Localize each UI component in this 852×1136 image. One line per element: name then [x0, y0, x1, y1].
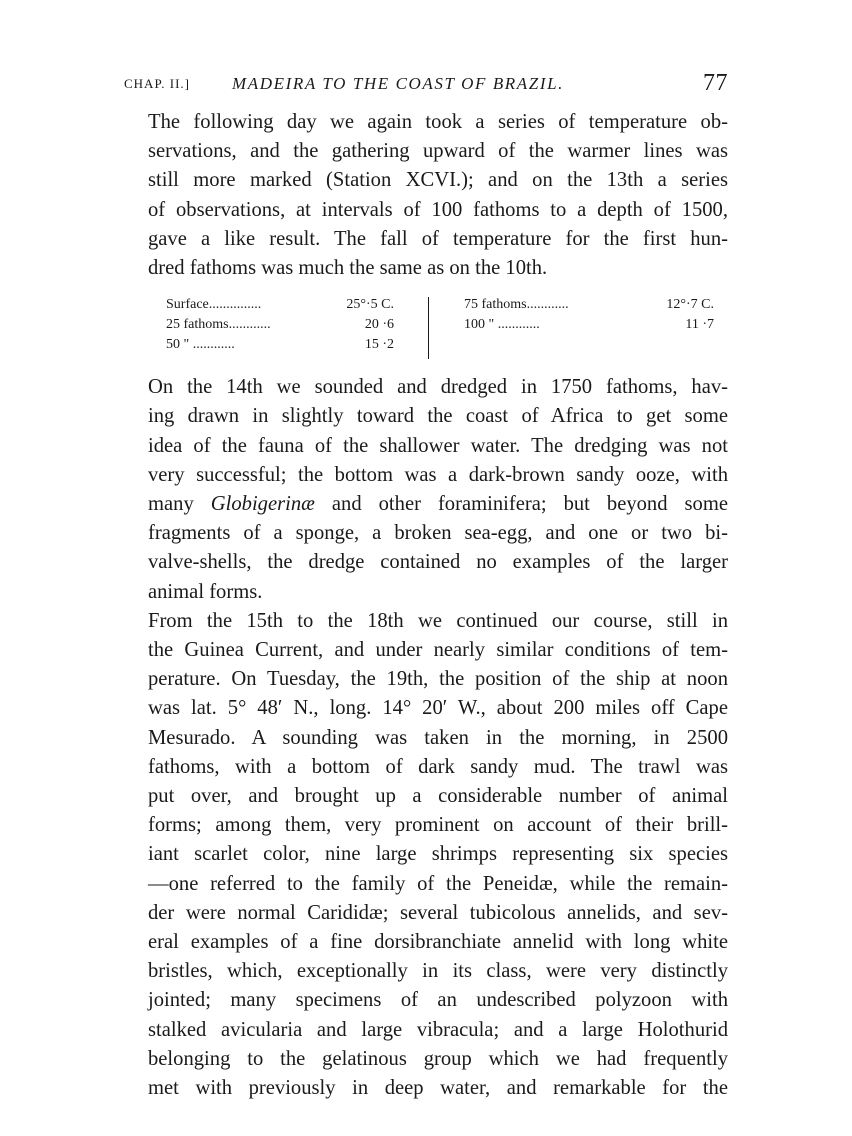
- paragraph-2: [124, 373, 728, 607]
- text-fragment: many: [148, 493, 211, 516]
- text-line: idea of the fauna of the shallower water. The dredging was not: [148, 434, 728, 457]
- temperature-value: 12°·7 C.: [666, 297, 714, 313]
- table-row: [166, 295, 394, 315]
- text-line: valve-shells, the dredge contained no examples of the larger: [148, 551, 728, 574]
- italic-term: Globigerinæ: [210, 493, 315, 516]
- text-line: The following day we again took a series of temperature ob-: [148, 111, 728, 133]
- text-line: [124, 490, 728, 519]
- depth-label: Surface...............: [166, 297, 262, 313]
- text-line: Mesurado. A sounding was taken in the morning, in 2500: [148, 726, 728, 749]
- text-line: servations, and the gathering upward of the warmer lines was: [148, 140, 728, 163]
- depth-label: 25 fathoms............: [166, 317, 271, 333]
- table-row: [464, 295, 714, 315]
- depth-label: 75 fathoms............: [464, 297, 569, 313]
- text-line: animal forms.: [148, 580, 263, 603]
- text-line: was lat. 5° 48′ N., long. 14° 20′ W., about 200 miles off Cape: [148, 697, 728, 720]
- text-line: stalked avicularia and large vibracula; and a large Holothurid: [148, 1018, 728, 1041]
- text-line: On the 14th we sounded and dredged in 1750 fathoms, hav-: [148, 376, 728, 399]
- text-line: still more marked (Station XCVI.); and on the 13th a series: [148, 169, 728, 192]
- running-title: MADEIRA TO THE COAST OF BRAZIL.: [232, 74, 565, 93]
- text-line: belonging to the gelatinous group which we had frequently: [148, 1047, 728, 1070]
- text-line: jointed; many specimens of an undescribed polyzoon with: [148, 989, 728, 1012]
- temperature-value: 11 ·7: [685, 317, 714, 333]
- text-line: perature. On Tuesday, the 19th, the position of the ship at noon: [148, 668, 728, 691]
- table-row: [166, 335, 394, 355]
- temperature-value: 20 ·6: [364, 317, 394, 333]
- table-row: [464, 315, 714, 335]
- text-line: eral examples of a fine dorsibranchiate annelid with long white: [148, 931, 728, 954]
- page-number: 77: [703, 70, 728, 96]
- text-line: —one referred to the family of the Peneidæ, while the remain-: [148, 872, 728, 895]
- table-column-right: [464, 295, 714, 335]
- chapter-label: CHAP. II.]: [124, 76, 190, 91]
- text-line: From the 15th to the 18th we continued our course, still in: [148, 609, 728, 632]
- text-line: iant scarlet color, nine large shrimps representing six species: [148, 843, 728, 866]
- text-line: fathoms, with a bottom of dark sandy mud. The trawl was: [148, 755, 728, 778]
- text-line: put over, and brought up a considerable number of animal: [148, 785, 728, 808]
- table-row: [166, 315, 394, 335]
- temperature-value: 15 ·2: [364, 337, 394, 353]
- paragraph-3: [124, 607, 728, 1103]
- text-fragment: and other foraminifera; but beyond some: [314, 493, 728, 516]
- text-line: fragments of a sponge, a broken sea-egg, and one or two bi-: [148, 522, 728, 545]
- text-line: bristles, which, exceptionally in its class, were very distinctly: [148, 960, 728, 983]
- text-line: forms; among them, very prominent on account of their brill-: [148, 814, 728, 837]
- text-line: gave a like result. The fall of temperature for the first hun-: [148, 227, 728, 250]
- text-line: the Guinea Current, and under nearly similar conditions of tem-: [148, 639, 728, 662]
- depth-label: 50 " ............: [166, 337, 235, 353]
- text-line: met with previously in deep water, and remarkable for the: [148, 1077, 728, 1100]
- text-line: der were normal Carididæ; several tubicolous annelids, and sev-: [148, 901, 728, 924]
- table-column-left: [166, 295, 394, 355]
- text-line: ing drawn in slightly toward the coast of Africa to get some: [148, 405, 728, 428]
- depth-label: 100 " ............: [464, 317, 540, 333]
- text-line: of observations, at intervals of 100 fathoms to a depth of 1500,: [148, 198, 728, 221]
- text-line: very successful; the bottom was a dark-brown sandy ooze, with: [148, 463, 728, 486]
- text-line: dred fathoms was much the same as on the 10th.: [148, 257, 548, 280]
- table-divider: [428, 297, 429, 359]
- body-text: [124, 108, 728, 1103]
- temperature-table: [166, 295, 728, 359]
- paragraph-1: [124, 108, 728, 283]
- running-head: [124, 70, 728, 100]
- temperature-value: 25°·5 C.: [346, 297, 394, 313]
- book-page: [124, 70, 728, 1103]
